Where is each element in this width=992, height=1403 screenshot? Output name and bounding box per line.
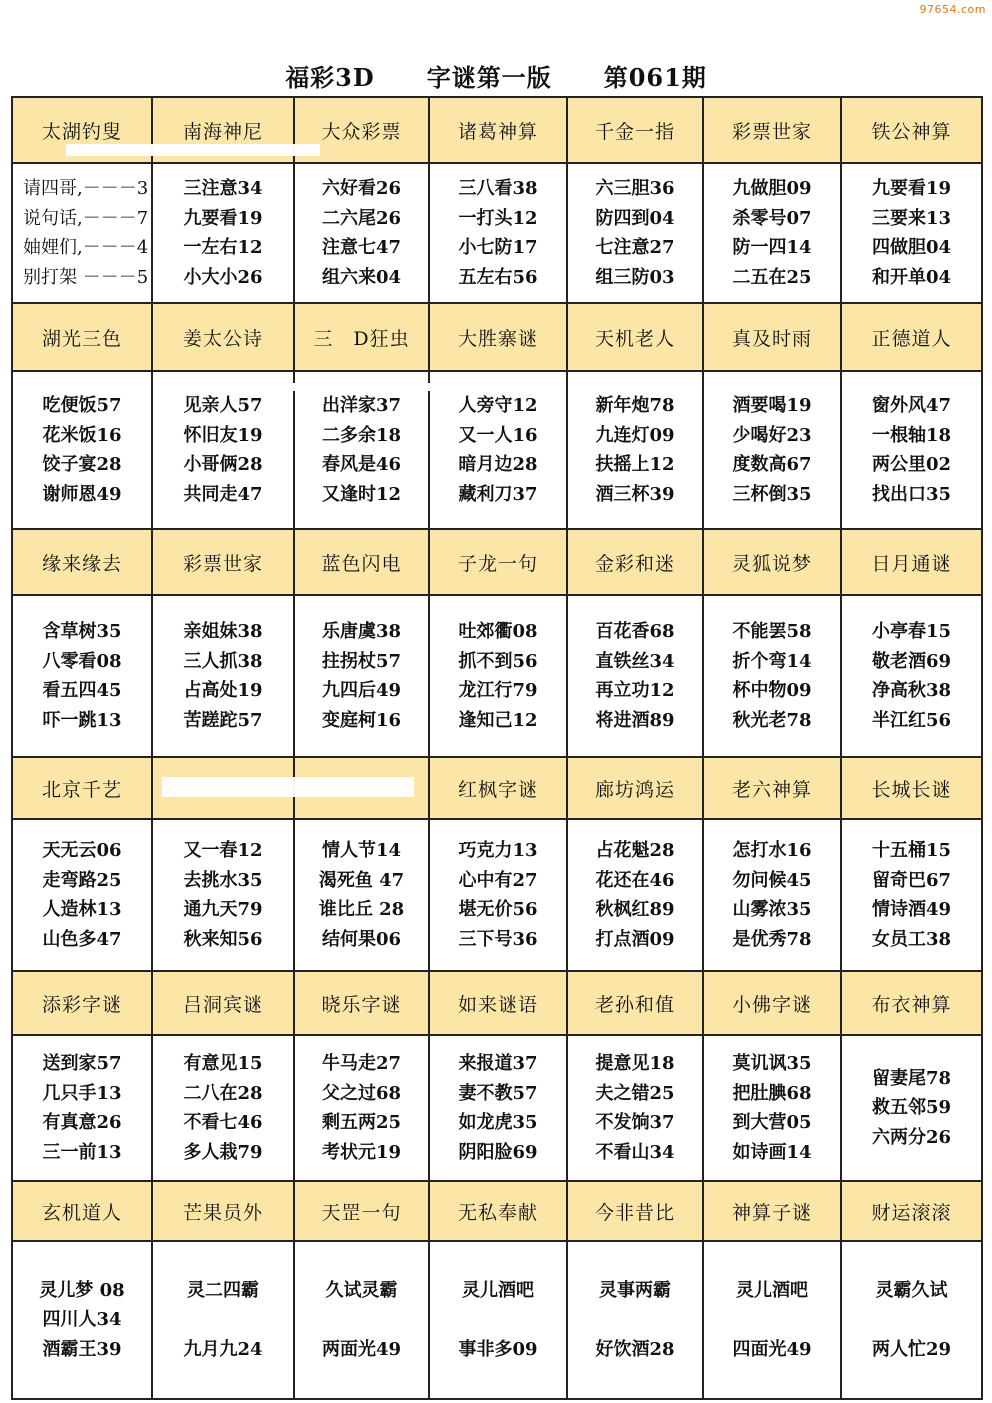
riddle-line: 饺子宴28 [42, 454, 122, 475]
source-name: 长城长谜 [841, 757, 982, 819]
riddle-line: 通九天79 [183, 899, 263, 920]
source-name: 神算子谜 [703, 1181, 841, 1241]
riddle-line: 注意七47 [321, 237, 402, 258]
source-name: 大胜寨谜 [429, 303, 567, 371]
riddle-line: 走弯路25 [42, 869, 122, 891]
riddle-line: 不能罢58 [732, 621, 812, 642]
riddle-line: 三人抓38 [183, 650, 263, 672]
riddle-line: 变庭柯16 [321, 709, 402, 731]
riddle-line: 杯中物09 [732, 680, 812, 701]
riddle-line: 和开单04 [871, 266, 952, 288]
riddle-line: 两公里02 [871, 454, 952, 475]
riddle-line: 阴阳脸69 [458, 1141, 538, 1163]
riddle-line: 怎打水16 [732, 840, 812, 861]
riddle-cell [12, 819, 152, 971]
riddle-line: 人旁守12 [458, 395, 538, 416]
riddle-cell [841, 163, 982, 303]
source-name: 廊坊鸿运 [567, 757, 703, 819]
riddle-line: 见亲人57 [183, 395, 263, 416]
riddle-line: 灵儿酒吧 [736, 1279, 808, 1301]
scan-mask [162, 777, 414, 797]
riddle-line: 救五邻59 [871, 1097, 952, 1119]
riddle-cell [567, 1035, 703, 1181]
riddle-cell [429, 371, 567, 529]
riddle-line: 三一前13 [42, 1141, 122, 1163]
riddle-line: 如龙虎35 [458, 1112, 538, 1133]
riddle-line: 一打头12 [458, 207, 538, 229]
riddle-line: 小大小26 [183, 266, 263, 288]
riddle-cell [294, 1241, 429, 1399]
source-name: 红枫字谜 [429, 757, 567, 819]
riddle-line: 情诗酒49 [871, 899, 952, 920]
riddle-line: 组三防03 [595, 266, 675, 288]
riddle-cell [703, 1035, 841, 1181]
riddle-line: 灵儿酒吧 [462, 1279, 534, 1301]
source-name: 姜太公诗 [152, 303, 294, 371]
source-name: 天罡一句 [294, 1181, 429, 1241]
riddle-line: 事非多09 [458, 1338, 538, 1360]
riddle-line: 一左右12 [183, 237, 263, 258]
riddle-line: 含草树35 [42, 621, 122, 642]
riddle-line: 九做胆09 [732, 178, 812, 199]
riddle-line: 小亭春15 [871, 621, 952, 642]
riddle-line: 防一四14 [732, 237, 812, 258]
riddle-line: 藏利刀37 [458, 483, 538, 505]
scan-mask [245, 383, 435, 391]
riddle-cell [841, 819, 982, 971]
page-title [0, 58, 992, 92]
riddle-line: 三要来13 [871, 207, 952, 229]
section-header-row [12, 757, 982, 819]
riddle-line: 秋枫红89 [595, 899, 675, 920]
riddle-table [11, 96, 983, 1400]
source-name: 财运滚滚 [841, 1181, 982, 1241]
riddle-line: 折个弯14 [732, 650, 812, 672]
riddle-line: 留奇巴67 [871, 869, 952, 891]
source-name: 添彩字谜 [12, 971, 152, 1035]
riddle-line: 心中有27 [458, 869, 538, 891]
riddle-line: 请四哥,－－－3 [23, 178, 149, 199]
riddle-line: 谢师恩49 [42, 483, 122, 505]
source-name: 无私奉献 [429, 1181, 567, 1241]
issue-number: 第061期 [603, 62, 707, 92]
source-name: 铁公神算 [841, 97, 982, 163]
source-name: 蓝色闪电 [294, 529, 429, 595]
riddle-line: 打点酒09 [595, 928, 675, 950]
source-name: 玄机道人 [12, 1181, 152, 1241]
riddle-line: 占花魁28 [595, 840, 675, 861]
riddle-line: 十五桶15 [871, 840, 952, 861]
riddle-line: 少喝好23 [732, 424, 812, 446]
riddle-line: 将进酒89 [595, 709, 675, 731]
source-name: 金彩和迷 [567, 529, 703, 595]
riddle-line: 秋光老78 [732, 709, 812, 731]
riddle-cell [294, 819, 429, 971]
riddle-cell [152, 819, 294, 971]
source-name: 北京千艺 [12, 757, 152, 819]
riddle-cell [152, 595, 294, 757]
source-name: 大众彩票 [294, 97, 429, 163]
riddle-cell [841, 595, 982, 757]
riddle-line: 六两分26 [871, 1126, 952, 1148]
riddle-line: 逢知己12 [458, 709, 538, 731]
riddle-cell [429, 1241, 567, 1399]
riddle-line: 去挑水35 [183, 869, 263, 891]
riddle-line: 拄拐杖57 [321, 650, 402, 672]
riddle-line: 净高秋38 [871, 680, 952, 701]
riddle-line: 山色多47 [42, 928, 122, 950]
section-header-row [12, 971, 982, 1035]
riddle-cell [12, 1241, 152, 1399]
riddle-line: 久试灵霸 [325, 1279, 398, 1301]
riddle-line: 花米饭16 [42, 424, 122, 446]
riddle-cell [841, 371, 982, 529]
riddle-line: 天无云06 [42, 840, 122, 861]
riddle-line: 八零看08 [42, 650, 122, 672]
riddle-line: 如诗画14 [732, 1141, 812, 1163]
lottery-name: 福彩3D [285, 62, 375, 92]
section-body-row [12, 819, 982, 971]
riddle-cell [841, 1035, 982, 1181]
riddle-cell [429, 163, 567, 303]
riddle-line: 考状元19 [321, 1141, 402, 1163]
riddle-line: 六三胆36 [595, 178, 675, 199]
riddle-cell [12, 371, 152, 529]
source-name: 彩票世家 [703, 97, 841, 163]
source-name: 灵狐说梦 [703, 529, 841, 595]
riddle-line: 留妻尾78 [871, 1067, 952, 1089]
riddle-line: 防四到04 [595, 207, 675, 229]
riddle-line: 度数高67 [732, 454, 812, 475]
riddle-cell [12, 1035, 152, 1181]
riddle-cell [12, 163, 152, 303]
section-header-row [12, 529, 982, 595]
source-name: 老孙和值 [567, 971, 703, 1035]
riddle-cell [567, 371, 703, 529]
riddle-line: 六好看26 [321, 178, 402, 199]
source-name: 天机老人 [567, 303, 703, 371]
riddle-line: 亲姐妹38 [183, 621, 263, 642]
riddle-line: 三八看38 [458, 178, 538, 199]
riddle-cell [703, 819, 841, 971]
riddle-line: 杀零号07 [732, 207, 812, 229]
watermark: 97654.com [919, 3, 986, 16]
riddle-line: 九连灯09 [595, 424, 675, 446]
riddle-line: 花还在46 [595, 869, 675, 891]
riddle-line: 窗外风47 [871, 395, 952, 416]
riddle-line: 直铁丝34 [595, 650, 675, 672]
riddle-cell [429, 819, 567, 971]
riddle-line: 酒要喝19 [732, 395, 812, 416]
riddle-line: 女员工38 [871, 928, 952, 950]
riddle-line: 妻不教57 [458, 1082, 538, 1104]
riddle-line: 灵儿梦 08 [39, 1279, 125, 1301]
source-name: 芒果员外 [152, 1181, 294, 1241]
riddle-line: 莫讥讽35 [732, 1053, 812, 1074]
riddle-line: 灵二四霸 [187, 1279, 259, 1301]
riddle-line: 二多余18 [321, 424, 402, 446]
source-name: 彩票世家 [152, 529, 294, 595]
riddle-line: 苦蹉跎57 [183, 709, 263, 731]
riddle-cell [567, 595, 703, 757]
riddle-line: 九四后49 [321, 680, 402, 701]
riddle-line: 七注意27 [595, 237, 675, 258]
riddle-cell [703, 163, 841, 303]
source-name: 子龙一句 [429, 529, 567, 595]
riddle-line: 吐郊衢08 [458, 621, 538, 642]
riddle-line: 提意见18 [595, 1053, 675, 1074]
section-header-row [12, 1181, 982, 1241]
riddle-line: 四川人34 [42, 1309, 122, 1331]
source-name: 晓乐字谜 [294, 971, 429, 1035]
riddle-line: 不看山34 [595, 1141, 675, 1163]
riddle-line: 组六来04 [321, 266, 402, 288]
riddle-line: 堪无价56 [458, 899, 538, 920]
riddle-line: 小七防17 [458, 237, 538, 258]
riddle-line: 秋来知56 [183, 928, 263, 950]
riddle-line: 龙江行79 [458, 680, 538, 701]
riddle-line: 结何果06 [321, 928, 402, 950]
riddle-line: 春风是46 [321, 454, 402, 475]
source-name: 诸葛神算 [429, 97, 567, 163]
riddle-line: 抓不到56 [458, 650, 538, 672]
riddle-line: 两人忙29 [871, 1338, 952, 1360]
riddle-line: 小哥俩28 [183, 454, 263, 475]
riddle-line: 说句话,－－－7 [23, 207, 149, 229]
riddle-line: 乐唐虞38 [321, 621, 402, 642]
riddle-line: 山雾浓35 [732, 899, 812, 920]
riddle-line: 看五四45 [42, 680, 122, 701]
riddle-line: 又逢时12 [321, 483, 402, 505]
source-name: 今非昔比 [567, 1181, 703, 1241]
riddle-line: 二五在25 [732, 266, 812, 288]
source-name: 湖光三色 [12, 303, 152, 371]
scan-mask [66, 144, 320, 156]
riddle-line: 有真意26 [42, 1112, 122, 1133]
section-header-row [12, 303, 982, 371]
riddle-cell [152, 1035, 294, 1181]
riddle-line: 三杯倒35 [732, 483, 812, 505]
riddle-line: 占高处19 [183, 680, 263, 701]
riddle-line: 不看七46 [183, 1112, 263, 1133]
riddle-line: 九要看19 [871, 178, 952, 199]
section-body-row [12, 1241, 982, 1399]
riddle-line: 共同走47 [183, 483, 263, 505]
riddle-line: 九要看19 [183, 207, 263, 229]
riddle-line: 四面光49 [732, 1338, 812, 1360]
riddle-line: 到大营05 [732, 1112, 812, 1133]
riddle-cell [703, 1241, 841, 1399]
source-name: 如来谜语 [429, 971, 567, 1035]
section-body-row [12, 1035, 982, 1181]
riddle-cell [12, 595, 152, 757]
riddle-cell [294, 163, 429, 303]
riddle-cell [294, 371, 429, 529]
riddle-line: 扶摇上12 [595, 454, 675, 475]
riddle-line: 半江红56 [871, 709, 952, 731]
source-name: 真及时雨 [703, 303, 841, 371]
riddle-line: 新年炮78 [595, 395, 675, 416]
riddle-line: 暗月边28 [458, 454, 538, 475]
source-name: 千金一指 [567, 97, 703, 163]
riddle-cell [152, 1241, 294, 1399]
riddle-line: 酒三杯39 [595, 483, 675, 505]
riddle-line: 灵霸久试 [875, 1279, 948, 1301]
riddle-line: 酒霸王39 [42, 1338, 122, 1360]
riddle-line: 三注意34 [183, 178, 263, 199]
riddle-line: 不发饷37 [595, 1112, 675, 1133]
source-name: 正德道人 [841, 303, 982, 371]
riddle-line: 人造林13 [42, 899, 122, 920]
source-name: 吕洞宾谜 [152, 971, 294, 1035]
riddle-line: 有意见15 [183, 1053, 263, 1074]
source-name: 小佛字谜 [703, 971, 841, 1035]
riddle-line: 是优秀78 [732, 928, 812, 950]
riddle-line: 巧克力13 [458, 840, 538, 861]
riddle-line: 好饮酒28 [595, 1338, 675, 1360]
riddle-line: 来报道37 [458, 1053, 538, 1074]
riddle-line: 找出口35 [871, 483, 952, 505]
riddle-line: 百花香68 [595, 621, 675, 642]
riddle-line: 怀旧友19 [183, 424, 263, 446]
riddle-line: 再立功12 [595, 680, 675, 701]
riddle-line: 出洋家37 [321, 395, 402, 416]
riddle-line: 勿问候45 [732, 869, 812, 891]
riddle-cell [429, 1035, 567, 1181]
source-name: 布衣神算 [841, 971, 982, 1035]
riddle-cell [152, 163, 294, 303]
riddle-line: 牛马走27 [321, 1053, 402, 1074]
riddle-cell [294, 595, 429, 757]
riddle-cell [567, 1241, 703, 1399]
source-name: 缘来缘去 [12, 529, 152, 595]
riddle-line: 两面光49 [321, 1338, 402, 1360]
section-body-row [12, 371, 982, 529]
riddle-line: 一根轴18 [871, 424, 952, 446]
riddle-line: 父之过68 [321, 1082, 402, 1104]
riddle-line: 二八在28 [183, 1082, 263, 1104]
riddle-line: 别打架 －－－5 [23, 266, 149, 288]
riddle-line: 剩五两25 [321, 1112, 402, 1133]
riddle-cell [567, 819, 703, 971]
riddle-line: 二六尾26 [321, 207, 402, 229]
riddle-cell [567, 163, 703, 303]
riddle-line: 送到家57 [42, 1053, 122, 1074]
riddle-line: 九月九24 [183, 1338, 263, 1360]
riddle-line: 渴死鱼 47 [318, 869, 405, 891]
riddle-line: 五左右56 [458, 266, 538, 288]
riddle-line: 四做胆04 [871, 237, 952, 258]
source-name: 日月通谜 [841, 529, 982, 595]
riddle-line: 吓一跳13 [42, 709, 122, 731]
riddle-line: 谁比丘 28 [318, 899, 405, 920]
edition-name: 字谜第一版 [426, 62, 552, 92]
riddle-cell [429, 595, 567, 757]
source-name: 三 D狂虫 [294, 303, 429, 371]
riddle-line: 妯娌们,－－－4 [23, 237, 149, 258]
riddle-line: 吃便饭57 [42, 395, 122, 416]
source-name: 太湖钓叟 [12, 97, 152, 163]
riddle-line: 情人节14 [321, 840, 402, 861]
section-body-row [12, 163, 982, 303]
riddle-line: 多人栽79 [183, 1141, 263, 1163]
riddle-cell [152, 371, 294, 529]
riddle-line: 几只手13 [42, 1082, 122, 1104]
riddle-line: 把肚腆68 [732, 1082, 812, 1104]
section-body-row [12, 595, 982, 757]
riddle-cell [294, 1035, 429, 1181]
riddle-cell [703, 371, 841, 529]
riddle-line: 灵事两霸 [599, 1279, 671, 1301]
riddle-cell [703, 595, 841, 757]
riddle-line: 又一春12 [183, 840, 263, 861]
riddle-line: 敬老酒69 [871, 650, 952, 672]
riddle-cell [841, 1241, 982, 1399]
riddle-line: 又一人16 [458, 424, 538, 446]
riddle-line: 夫之错25 [595, 1082, 675, 1104]
riddle-line: 三下号36 [458, 928, 538, 950]
source-name: 南海神尼 [152, 97, 294, 163]
source-name: 老六神算 [703, 757, 841, 819]
